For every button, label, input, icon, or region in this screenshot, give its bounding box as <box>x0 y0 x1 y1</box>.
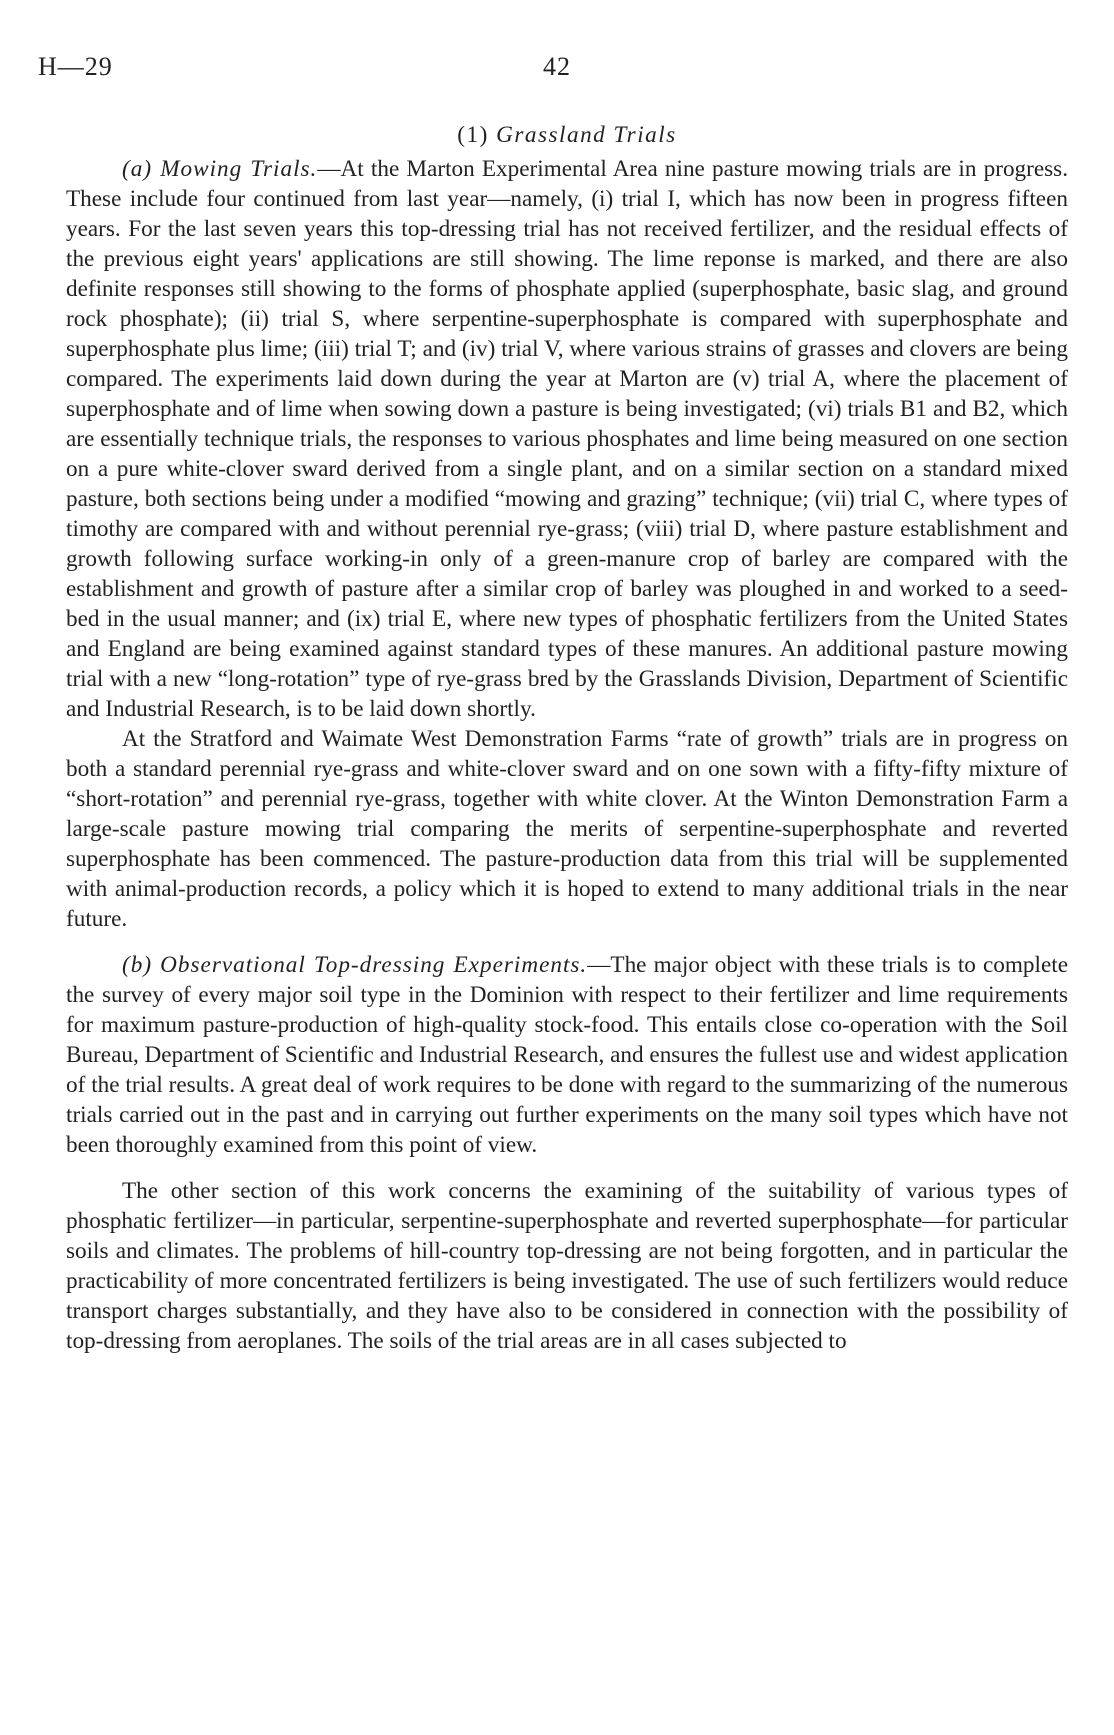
paragraph-body: At the Stratford and Waimate West Demonstration Farms “rate of growth” trials are in progress on both a standard perennial rye-grass and white-clover sward and on one sown with a fifty-fifty mixture of “short-rotation” and perennial rye-grass, together with white clover. At the Winton Demonstration Farm a large-scale pasture mowing trial comparing the merits of serpentine-superphosphate and reverted superphosphate has been commenced. The pasture-production data from this trial will be supplemented with animal-production records, a policy which it is hoped to extend to many additional trials in the near future. <box>66 726 1068 932</box>
paragraph-observational-experiments <box>66 950 1068 1160</box>
paragraph-body: —The major object with these trials is to complete the survey of every major soil type in the Dominion with respect to their fertilizer and lime requirements for maximum pasture-production of high-quality stock-food. This entails close co-operation with the Soil Bureau, Department of Scientific and Industrial Research, and ensures the fullest use and widest application of the trial results. A great deal of work requires to be done with regard to the summarizing of the numerous trials carried out in the past and in carrying out further experiments on the many soil types which have not been thoroughly examined from this point of view. <box>66 952 1068 1158</box>
page-content <box>66 120 1068 1356</box>
paragraph-body: The other section of this work concerns the examining of the suitability of various types of phosphatic fertilizer—in particular, serpentine-superphosphate and reverted superphosphate—for particular soils and climates. The problems of hill-country top-dressing are not being forgotten, and in particular the practicability of more concentrated fertilizers is being investigated. The use of such fertilizers would reduce transport charges substantially, and they have also to be considered in connection with the possibility of top-dressing from aeroplanes. The soils of the trial areas are in all cases subjected to <box>66 1178 1068 1354</box>
section-heading <box>66 120 1068 150</box>
paragraph-run-in-heading: (b) Observational Top-dressing Experiments. <box>122 952 588 978</box>
paragraph-demonstration-farms <box>66 724 1068 934</box>
paragraph-body: —At the Marton Experimental Area nine pasture mowing trials are in progress. These include four continued from last year—namely, (i) trial I, which has now been in progress fifteen years. For the last seven years this top-dressing trial has not received fertilizer, and the residual effects of the previous eight years' applications are still showing. The lime reponse is marked, and there are also definite responses still showing to the forms of phosphate applied (superphosphate, basic slag, and ground rock phosphate); (ii) trial S, where serpentine-superphosphate is compared with superphosphate and superphosphate plus lime; (iii) trial T; and (iv) trial V, where various strains of grasses and clovers are being compared. The experiments laid down during the year at Marton are (v) trial A, where the placement of superphosphate and of lime when sowing down a pasture is being investigated; (vi) trials B1 and B2, which are essentially technique trials, the responses to various phosphates and lime being measured on one section on a pure white-clover sward derived from a single plant, and on a similar section on a standard mixed pasture, both sections being under a modified “mowing and grazing” technique; (vii) trial C, where types of timothy are compared with and without perennial rye-grass; (viii) trial D, where pasture establishment and growth following surface working-in only of a green-manure crop of barley are compared with the establishment and growth of pasture after a similar crop of barley was ploughed in and worked to a seed-bed in the usual manner; and (ix) trial E, where new types of phosphatic fertilizers from the United States and England are being examined against standard types of these manures. An additional pasture mowing trial with a new “long-rotation” type of rye-grass bred by the Grasslands Division, Department of Scientific and Industrial Research, is to be laid down shortly. <box>66 156 1068 722</box>
document-reference: H—29 <box>38 52 113 81</box>
section-number: (1) <box>457 122 489 148</box>
page-number: 42 <box>543 52 571 81</box>
page-header <box>38 52 1076 88</box>
section-title: Grassland Trials <box>496 122 677 148</box>
paragraph-run-in-heading: (a) Mowing Trials. <box>122 156 318 182</box>
paragraph-phosphatic-fertilizer <box>66 1176 1068 1356</box>
paragraph-mowing-trials <box>66 154 1068 724</box>
